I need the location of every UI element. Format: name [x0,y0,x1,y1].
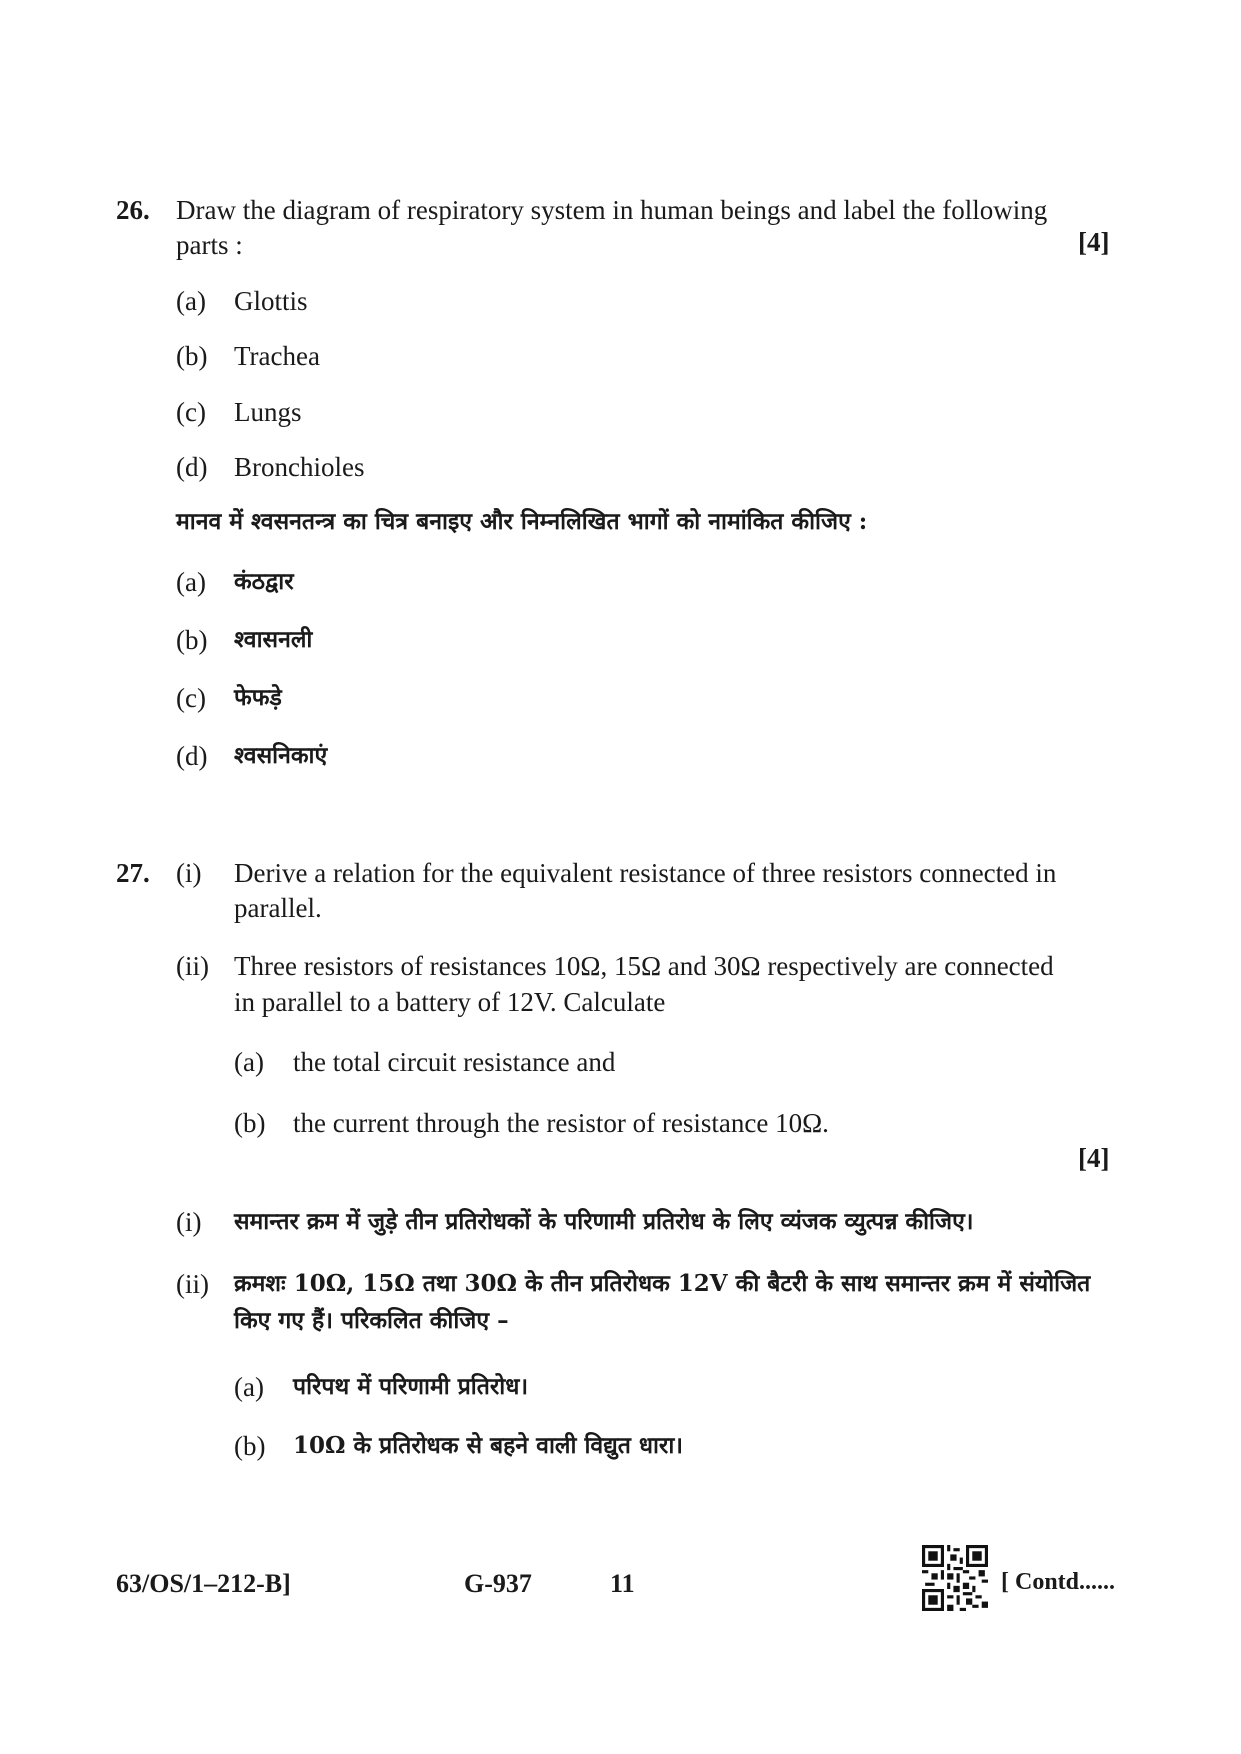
question-number-26: 26. [116,195,150,225]
q26-part-label: (c) [176,397,206,427]
q26-hindi-part-text: कंठद्वार [234,568,294,595]
q27-hindi-sub-label: (b) [234,1431,266,1461]
q26-part-text: Bronchioles [234,452,365,482]
question-number-27: 27. [116,858,150,888]
q27-hindi-ii-line1: क्रमशः 10Ω, 15Ω तथा 30Ω के तीन प्रतिरोधक 12V की बैटरी के साथ समान्तर क्रम में संयोजित [234,1270,1091,1297]
q26-hindi-part-text: श्वासनली [234,626,313,653]
q27-ii-label: (ii) [176,951,209,981]
q26-hindi-part-text: श्वसनिकाएं [234,742,328,769]
q27-hindi-sub-label: (a) [234,1372,264,1402]
q27-i-line2: parallel. [234,893,322,923]
q27-marks: [4] [1078,1143,1110,1173]
q27-ii-line2: in parallel to a battery of 12V. Calculate [234,987,666,1017]
q26-part-label: (a) [176,286,206,316]
q26-part-text: Lungs [234,397,302,427]
q26-hindi-part-label: (a) [176,567,206,597]
q27-i-label: (i) [176,858,202,888]
q27-sub-text: the total circuit resistance and [293,1047,616,1077]
q27-sub-label: (a) [234,1047,264,1077]
q26-hindi-part-label: (b) [176,625,208,655]
q26-hindi-part-label: (c) [176,683,206,713]
q27-hindi-ii-line2: किए गए हैं। परिकलित कीजिए – [234,1307,509,1334]
q26-part-label: (d) [176,452,208,482]
q26-hindi-text: मानव में श्वसनतन्त्र का चित्र बनाइए और निम्नलिखित भागों को नामांकित कीजिए : [176,508,868,535]
q27-sub-label: (b) [234,1108,266,1138]
q26-part-text: Glottis [234,286,308,316]
q26-marks: [4] [1078,227,1110,257]
q27-hindi-i-text: समान्तर क्रम में जुड़े तीन प्रतिरोधकों के परिणामी प्रतिरोध के लिए व्यंजक व्युत्पन्न कीजिए। [234,1208,974,1235]
q26-hindi-part-label: (d) [176,741,208,771]
q27-ii-line1: Three resistors of resistances 10Ω, 15Ω and 30Ω respectively are connected [234,951,1054,981]
continued-label: [ Contd...... [1001,1569,1116,1595]
q27-hindi-sub-text: 10Ω के प्रतिरोधक से बहने वाली विद्युत धारा। [293,1432,684,1459]
series-code: G-937 [464,1569,532,1598]
q26-part-label: (b) [176,341,208,371]
q26-part-text: Trachea [234,341,320,371]
q26-text-line2: parts : [176,230,243,260]
q27-hindi-ii-label: (ii) [176,1269,209,1299]
q27-sub-text: the current through the resistor of resistance 10Ω. [293,1108,829,1138]
q26-text-line1: Draw the diagram of respiratory system in human beings and label the following [176,195,1048,225]
paper-code: 63/OS/1–212-B] [116,1569,291,1598]
page-number: 11 [610,1569,635,1598]
q26-hindi-part-text: फेफड़े [234,684,282,711]
q27-i-line1: Derive a relation for the equivalent resistance of three resistors connected in [234,858,1057,888]
q27-hindi-sub-text: परिपथ में परिणामी प्रतिरोध। [293,1373,529,1400]
q27-hindi-i-label: (i) [176,1207,202,1237]
qr-code-icon [922,1545,988,1611]
